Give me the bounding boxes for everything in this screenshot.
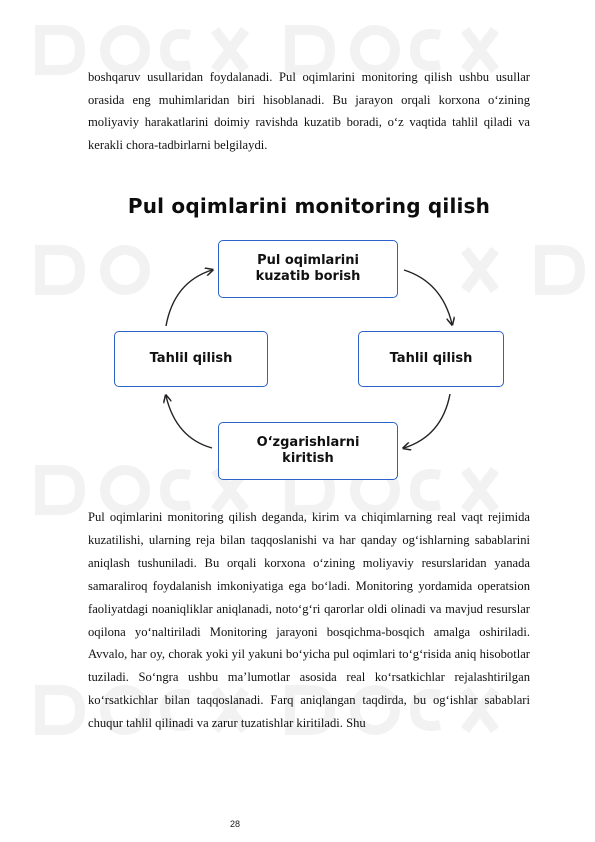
intro-paragraph: boshqaruv usullaridan foydalanadi. Pul oqimlarini monitoring qilish ushbu usullar orasida eng muhimlaridan biri hisoblanadi. Bu jarayon orqali korxona o‘zining moliyaviy harakatlarini doimiy ravishda kuzatib boradi, o‘z vaqtida tahlil qiladi va kerakli chora-tadbirlarni belgilaydi. <box>88 70 530 152</box>
monitoring-cycle-diagram <box>104 190 514 490</box>
body-paragraph: Pul oqimlarini monitoring qilish deganda, kirim va chiqimlarning real vaqt rejimida kuzatilishi, ularning reja bilan taqqoslanishi va har qanday og‘ishlarning sabablarini aniqlash tushuniladi. Bu orqali korxona o‘zining moliyaviy resurslaridan yanada samaraliroq foydalanish imkoniyatiga ega bo‘ladi. Monitoring yordamida operatsion faoliyatdagi noaniqliklar aniqlanadi, noto‘g‘ri qarorlar oldi olinadi va mavjud resurslar oqilona yo‘naltiriladi Monitoring jarayoni bosqichma-bosqich amalga oshiriladi. Avvalo, har oy, chorak yoki yil yakuni bo‘yicha pul oqimlari to‘g‘risida aniq hisobotlar tuziladi. So‘ngra ushbu ma’lumotlar asosida real ko‘rsatkichlar rejalashtirilgan ko‘rsatkichlar bilan taqqoslanadi. Farq aniqlangan taqdirda, bu og‘ishlar sabablari chuqur tahlil qilinadi va zarur tuzatishlar kiritiladi. Shu <box>88 510 530 731</box>
step-changes-label: O‘zgarishlarni kiritish <box>256 435 360 466</box>
step-analysis-left-label: Tahlil qilish <box>149 351 233 366</box>
arrow-left-to-top <box>166 270 212 326</box>
step-monitor-label: Pul oqimlarini kuzatib borish <box>255 253 361 284</box>
arrow-bottom-to-left <box>166 396 212 448</box>
page-number: 28 <box>230 819 241 829</box>
step-analysis-left <box>114 331 268 387</box>
step-make-changes <box>218 422 398 480</box>
step-analysis-right <box>358 331 504 387</box>
step-monitor-cashflow <box>218 240 398 298</box>
diagram-title: Pul oqimlarini monitoring qilish <box>127 194 491 218</box>
arrow-top-to-right <box>404 270 452 324</box>
step-analysis-right-label: Tahlil qilish <box>389 351 473 366</box>
arrow-right-to-bottom <box>404 394 450 448</box>
